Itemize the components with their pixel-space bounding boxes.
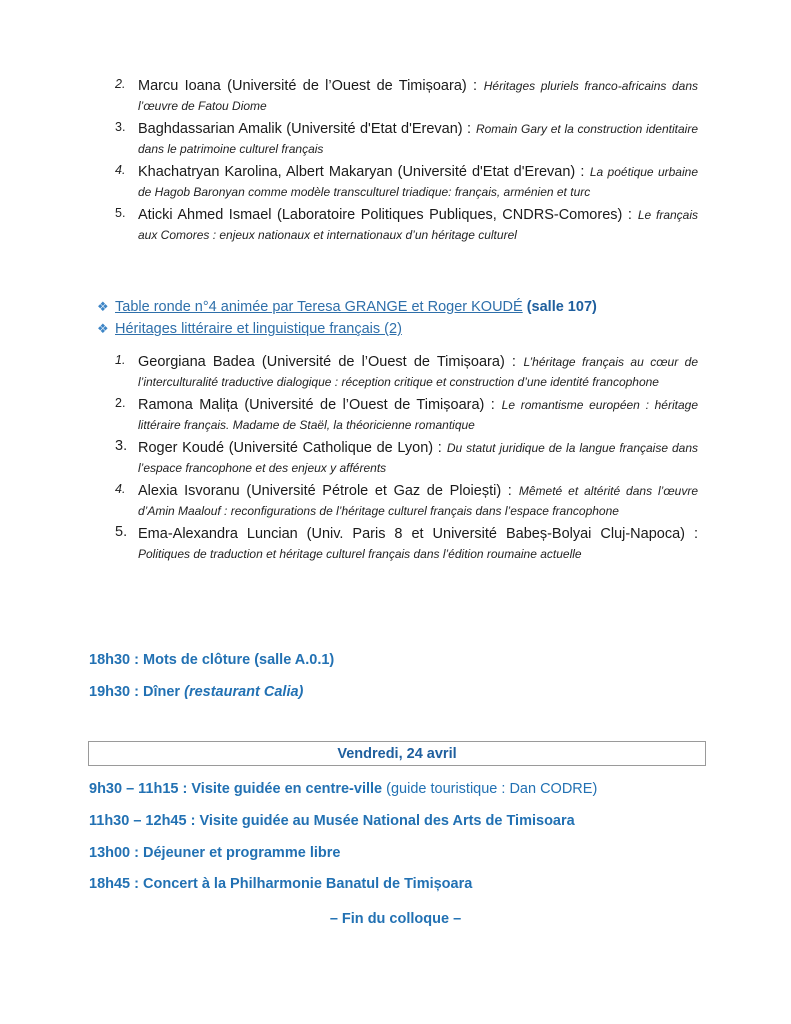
talk-item xyxy=(113,524,698,564)
talk-title: Du statut juridique de la langue française dans l’espace francophone et des enjeux y afférents xyxy=(138,441,698,475)
talk-item xyxy=(113,162,698,202)
diamond-bullet-icon: ❖ xyxy=(97,299,109,314)
talk-number: 4. xyxy=(115,482,126,496)
talk-item xyxy=(113,205,698,245)
talk-item xyxy=(113,119,698,159)
day-heading: Vendredi, 24 avril xyxy=(337,745,457,762)
diamond-bullet-icon: ❖ xyxy=(97,321,109,336)
schedule-label: Mots de clôture (salle A.0.1) xyxy=(143,652,335,668)
talk-speaker: Marcu Ioana (Université de l’Ouest de Timișoara) : xyxy=(138,78,478,94)
talk-item xyxy=(113,76,698,116)
schedule-label: Dîner xyxy=(143,684,181,700)
schedule-time: 13h00 : xyxy=(89,845,139,861)
talk-number: 5. xyxy=(115,524,128,540)
talk-speaker: Ramona Malița (Université de l’Ouest de Timișoara) : xyxy=(138,397,495,413)
day-heading-box xyxy=(88,741,706,766)
roundtable-theme-link[interactable]: Héritages littéraire et linguistique français (2) xyxy=(115,321,402,337)
schedule-label: Visite guidée en centre-ville xyxy=(191,781,383,797)
talk-title: Le romantisme européen : héritage littéraire français. Madame de Staël, la théoricienne romantique xyxy=(138,398,698,432)
talk-speaker: Ema-Alexandra Luncian (Univ. Paris 8 et Université Babeș-Bolyai Cluj-Napoca) : xyxy=(138,526,698,542)
schedule-closing-words xyxy=(89,652,334,668)
schedule-label: Concert à la Philharmonie Banatul de Timișoara xyxy=(143,876,473,892)
roundtable-room: (salle 107) xyxy=(526,299,597,315)
schedule-time: 19h30 : xyxy=(89,684,139,700)
schedule-note: (guide touristique : Dan CODRE) xyxy=(386,781,598,797)
talk-title: Le français aux Comores : enjeux nationaux et internationaux d’un héritage culturel xyxy=(138,208,699,242)
talk-number: 5. xyxy=(115,206,126,220)
talk-speaker: Khachatryan Karolina, Albert Makaryan (Université d'Etat d'Erevan) : xyxy=(138,164,585,180)
talk-speaker: Alexia Isvoranu (Université Pétrole et Gaz de Ploiești) : xyxy=(138,483,512,499)
closing-line: – Fin du colloque – xyxy=(329,911,462,927)
talk-number: 2. xyxy=(115,77,126,91)
schedule-time: 9h30 – 11h15 : xyxy=(89,781,188,797)
roundtable-theme-row xyxy=(97,318,597,340)
schedule-label: Visite guidée au Musée National des Arts de Timisoara xyxy=(199,813,575,829)
roundtable-header xyxy=(97,296,597,340)
talk-speaker: Roger Koudé (Université Catholique de Lyon) : xyxy=(138,440,442,456)
talk-number: 2. xyxy=(115,396,126,410)
schedule-museum-visit xyxy=(89,813,575,829)
schedule-time: 11h30 – 12h45 : xyxy=(89,813,196,829)
talk-number: 3. xyxy=(115,438,128,454)
talk-title: Politiques de traduction et héritage culturel français dans l’édition roumaine actuelle xyxy=(138,547,582,561)
talk-item xyxy=(113,481,698,521)
talk-number: 4. xyxy=(115,163,126,177)
talk-title: Héritages pluriels franco-africains dans l’œuvre de Fatou Diome xyxy=(138,79,698,113)
talk-item xyxy=(113,395,698,435)
talk-speaker: Aticki Ahmed Ismael (Laboratoire Politiques Publiques, CNDRS-Comores) : xyxy=(138,207,632,223)
schedule-note: (restaurant Calia) xyxy=(184,684,304,700)
talk-title: L’héritage français au cœur de l’interculturalité traductive dialogique : réception critique et construction d’une identité francophone xyxy=(138,355,698,389)
schedule-city-tour xyxy=(89,781,597,797)
talk-title: La poétique urbaine de Hagob Baronyan comme modèle transculturel triadique: français, arménien et turc xyxy=(138,165,698,199)
roundtable-heading-row xyxy=(97,296,597,318)
roundtable-heading-link[interactable]: Table ronde n°4 animée par Teresa GRANGE et Roger KOUDÉ xyxy=(115,299,523,315)
talk-speaker: Georgiana Badea (Université de l’Ouest de Timișoara) : xyxy=(138,354,516,370)
talk-item xyxy=(113,352,698,392)
roundtable-talk-list xyxy=(113,352,698,567)
session-talk-list xyxy=(113,76,698,248)
schedule-label: Déjeuner et programme libre xyxy=(143,845,341,861)
schedule-concert xyxy=(89,876,472,892)
schedule-time: 18h45 : xyxy=(89,876,139,892)
talk-item xyxy=(113,438,698,478)
talk-number: 1. xyxy=(115,353,126,367)
schedule-lunch xyxy=(89,845,340,861)
talk-speaker: Baghdassarian Amalik (Université d'Etat d'Erevan) : xyxy=(138,121,472,137)
talk-title: Romain Gary et la construction identitaire dans le patrimoine culturel français xyxy=(138,122,698,156)
talk-number: 3. xyxy=(115,120,126,134)
schedule-time: 18h30 : xyxy=(89,652,139,668)
talk-title: Mêmeté et altérité dans l’œuvre d’Amin Maalouf : reconfigurations de l’héritage culturel français dans l’espace francophone xyxy=(138,484,699,518)
schedule-dinner xyxy=(89,684,303,700)
